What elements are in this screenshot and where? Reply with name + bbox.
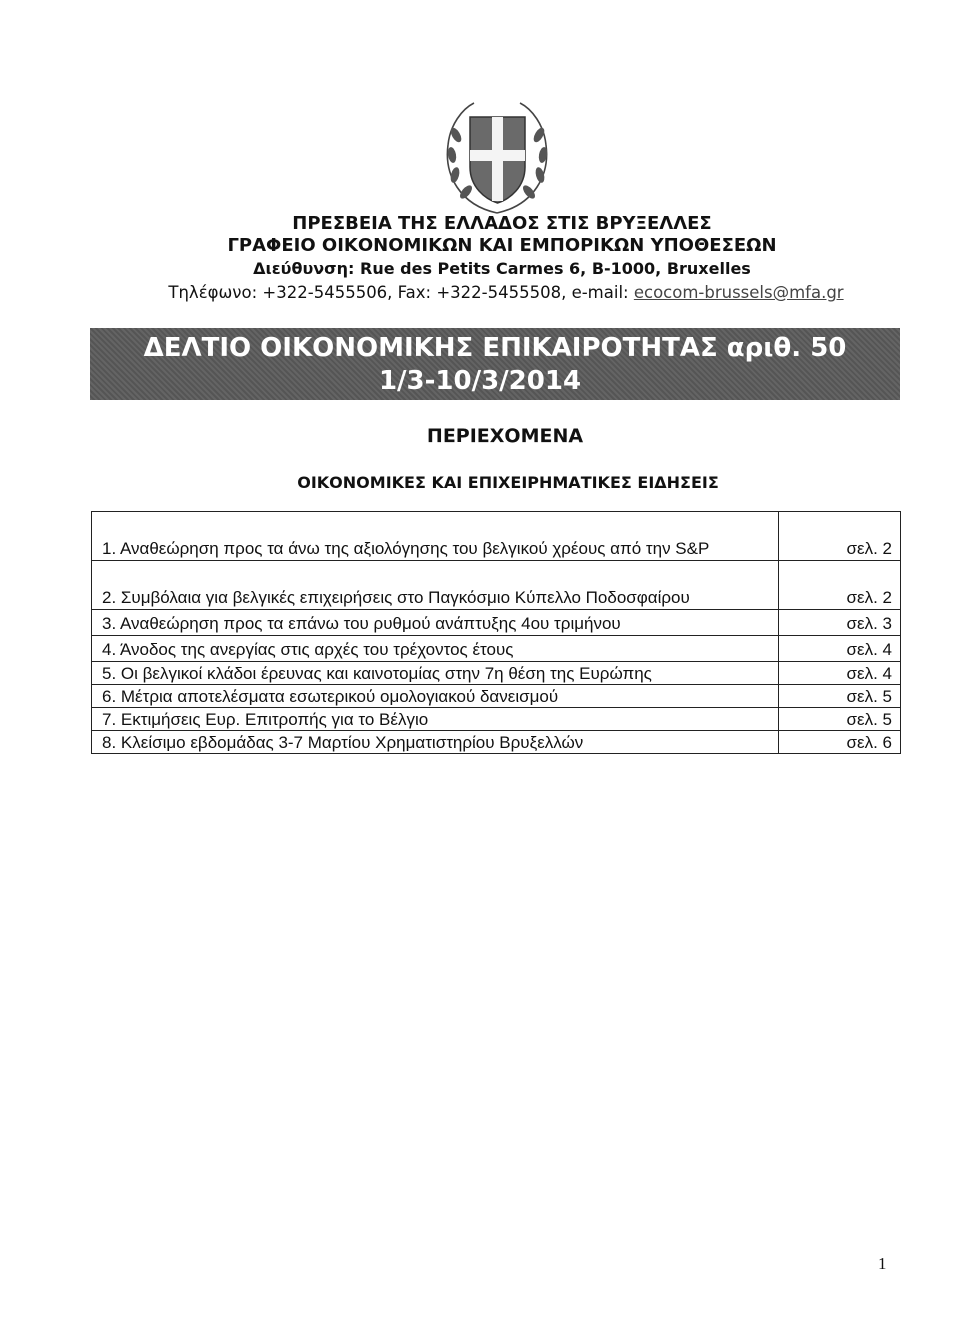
toc-item-title: 4. Άνοδος της ανεργίας στις αρχές του τρέχοντος έτους [92, 636, 779, 662]
bulletin-dates: 1/3-10/3/2014 [378, 366, 582, 396]
toc-row[interactable] [92, 708, 901, 731]
toc-item-page: σελ. 4 [779, 636, 901, 662]
toc-item-title: 7. Εκτιμήσεις Ευρ. Επιτροπής για το Βέλγιο [92, 708, 779, 731]
toc-item-page: σελ. 2 [779, 561, 901, 610]
toc-item-title: 1. Αναθεώρηση προς τα άνω της αξιολόγησης του βελγικού χρέους από την S&P [92, 512, 779, 561]
office-name: ΓΡΑΦΕΙΟ ΟΙΚΟΝΟΜΙΚΩΝ ΚΑΙ ΕΜΠΟΡΙΚΩΝ ΥΠΟΘΕΣΕΩΝ [227, 235, 777, 256]
contact-phone-fax: Τηλέφωνο: +322-5455506, Fax: +322-5455508, e-mail: [168, 283, 634, 302]
contact-line [52, 281, 960, 305]
embassy-header [0, 212, 960, 305]
toc-row[interactable] [92, 731, 901, 754]
embassy-name: ΠΡΕΣΒΕΙΑ ΤΗΣ ΕΛΛΑΔΟΣ ΣΤΙΣ ΒΡΥΞΕΛΛΕΣ [292, 213, 712, 234]
email-link[interactable]: ecocom-brussels@mfa.gr [633, 283, 844, 302]
toc-item-page: σελ. 4 [779, 662, 901, 685]
toc-item-title: 6. Μέτρια αποτελέσματα εσωτερικού ομολογιακού δανεισμού [92, 685, 779, 708]
toc-item-title: 8. Κλείσιμο εβδομάδας 3-7 Μαρτίου Χρηματιστηρίου Βρυξελλών [92, 731, 779, 754]
toc-row[interactable] [92, 685, 901, 708]
address: Διεύθυνση: Rue des Petits Carmes 6, B-1000, Bruxelles [253, 259, 751, 278]
toc-item-title: 3. Αναθεώρηση προς τα επάνω του ρυθμού ανάπτυξης 4ου τριμήνου [92, 610, 779, 636]
toc-row[interactable] [92, 636, 901, 662]
toc-row[interactable] [92, 610, 901, 636]
contents-heading: ΠΕΡΙΕΧΟΜΕΝΑ [426, 425, 584, 447]
greek-coat-of-arms-icon [440, 95, 555, 217]
toc-item-page: σελ. 5 [779, 708, 901, 731]
bulletin-banner [90, 328, 900, 400]
toc-item-page: σελ. 3 [779, 610, 901, 636]
section-heading: ΟΙΚΟΝΟΜΙΚΕΣ ΚΑΙ ΕΠΙΧΕΙΡΗΜΑΤΙΚΕΣ ΕΙΔΗΣΕΙΣ [297, 473, 719, 492]
toc-item-title: 2. Συμβόλαια για βελγικές επιχειρήσεις στο Παγκόσμιο Κύπελλο Ποδοσφαίρου [92, 561, 779, 610]
toc-item-title: 5. Οι βελγικοί κλάδοι έρευνας και καινοτομίας στην 7η θέση της Ευρώπης [92, 662, 779, 685]
table-of-contents [91, 511, 901, 754]
toc-item-page: σελ. 2 [779, 512, 901, 561]
toc-row[interactable] [92, 512, 901, 561]
toc-row[interactable] [92, 561, 901, 610]
toc-item-page: σελ. 5 [779, 685, 901, 708]
toc-item-page: σελ. 6 [779, 731, 901, 754]
bulletin-title: ΔΕΛΤΙΟ ΟΙΚΟΝΟΜΙΚΗΣ ΕΠΙΚΑΙΡΟΤΗΤΑΣ αριθ. 50 [143, 333, 847, 363]
toc-row[interactable] [92, 662, 901, 685]
page-number: 1 [878, 1254, 887, 1273]
